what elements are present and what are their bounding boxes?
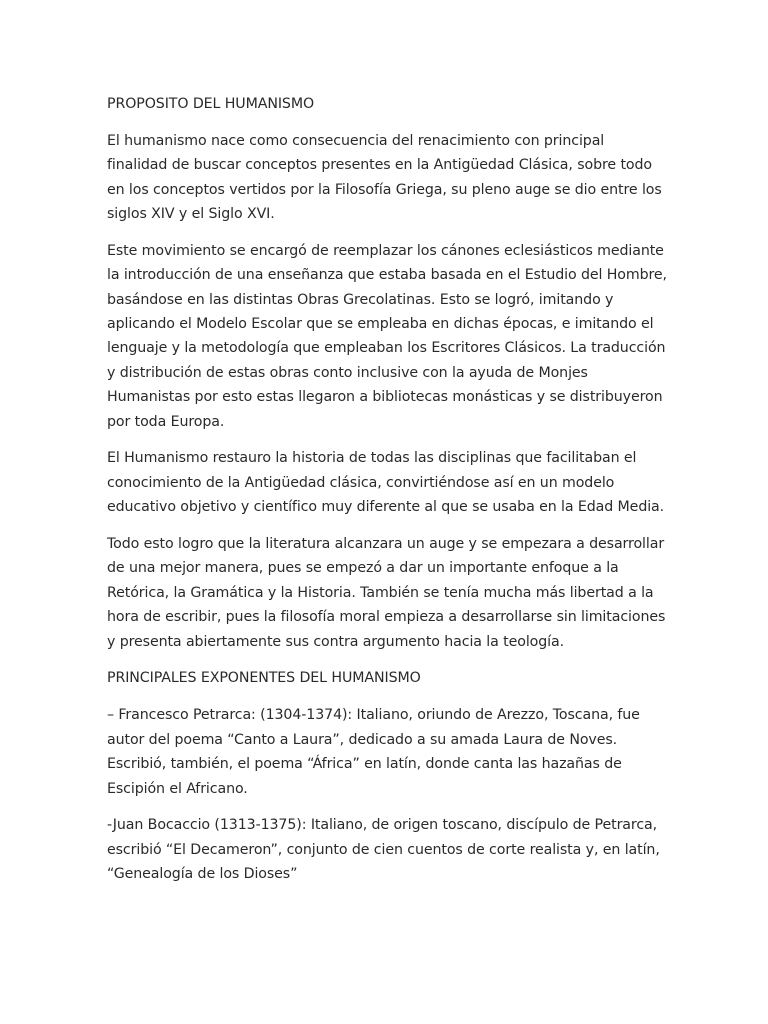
paragraph: El Humanismo restauro la historia de todas las disciplinas que facilitaban el conocimiento de la Antigüedad clásica, convirtiéndose así en un modelo educativo objetivo y científico muy diferente al que se usaba en la Edad Media. bbox=[107, 450, 665, 516]
heading-proposito: PROPOSITO DEL HUMANISMO bbox=[107, 96, 315, 112]
paragraph: El humanismo nace como consecuencia del renacimiento con principal finalidad de buscar conceptos presentes en la Antigüedad Clásica, sobre todo en los conceptos vertidos por la Filosofía Griega, su pleno auge se dio entre los siglos XIV y el Siglo XVI. bbox=[107, 132, 662, 223]
paragraph: – Francesco Petrarca: (1304-1374): Italiano, oriundo de Arezzo, Toscana, fue autor del poema “Canto a Laura”, dedicado a su amada Laura de Noves. Escribió, también, el poema “África” en latín, donde canta las hazañas de Escipión el Africano. bbox=[107, 707, 640, 797]
document-body bbox=[107, 92, 667, 899]
heading-exponentes: PRINCIPALES EXPONENTES DEL HUMANISMO bbox=[107, 670, 421, 687]
paragraph: Este movimiento se encargó de reemplazar los cánones eclesiásticos mediante la introducción de una enseñanza que estaba basada en el Estudio del Hombre, basándose en las distintas Obras Grecolatinas. Esto se logró, imitando y aplicando el Modelo Escolar que se empleaba en dichas épocas, e imitando el lenguaje y la metodología que empleaban los Escritores Clásicos. La traducción y distribución de estas obras conto inclusive con la ayuda de Monjes Humanistas por esto estas llegaron a bibliotecas monásticas y se distribuyeron por toda Europa. bbox=[107, 242, 667, 430]
paragraph: -Juan Bocaccio (1313-1375): Italiano, de origen toscano, discípulo de Petrarca, escribió “El Decameron”, conjunto de cien cuentos de corte realista y, en latín, “Genealogía de los Dioses” bbox=[107, 817, 660, 883]
paragraph: Todo esto logro que la literatura alcanzara un auge y se empezara a desarrollar de una mejor manera, pues se empezó a dar un importante enfoque a la Retórica, la Gramática y la Historia. También se tenía mucha más libertad a la hora de escribir, pues la filosofía moral empieza a desarrollarse sin limitaciones y presenta abiertamente sus contra argumento hacia la teología. bbox=[107, 536, 666, 650]
